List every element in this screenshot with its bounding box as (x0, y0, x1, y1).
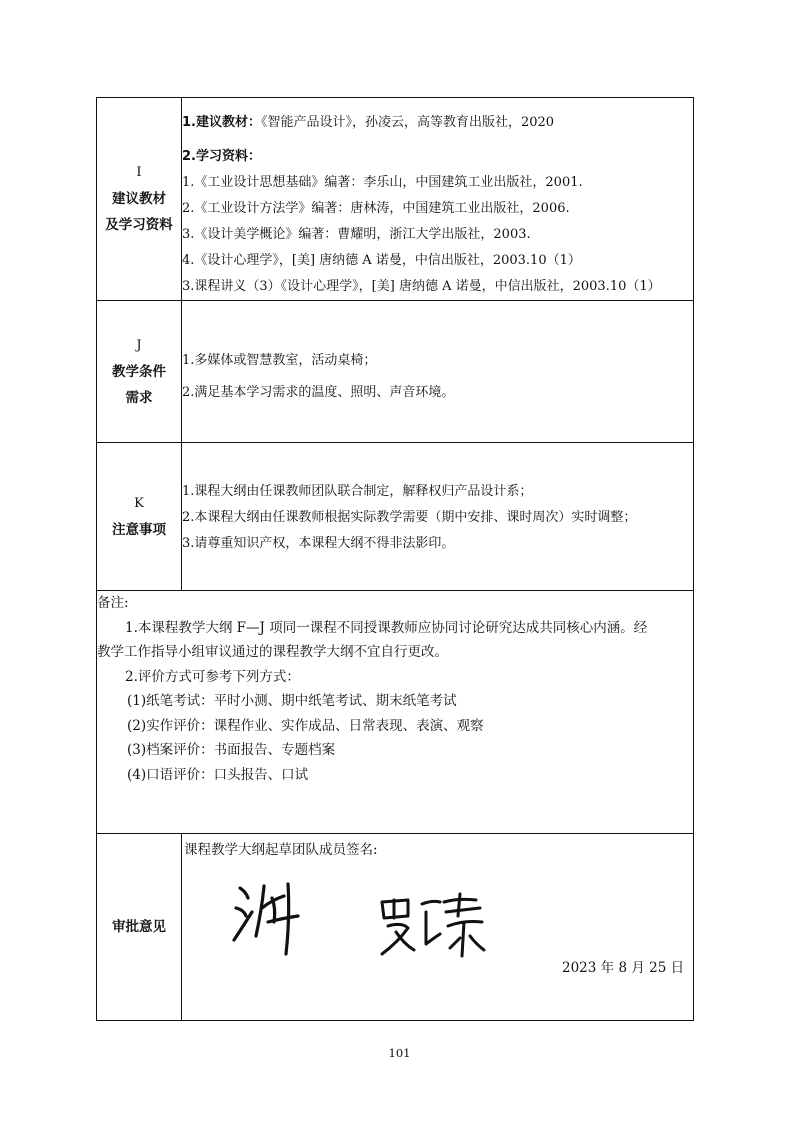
notes-title: 备注: (97, 595, 129, 611)
approval-date: 2023 年 8 月 25 日 (562, 960, 685, 976)
section-j-label-line1: 教学条件 (112, 363, 166, 380)
note2: 2.评价方式可参考下列方式： (125, 668, 300, 685)
approval-row (97, 834, 694, 1021)
page-number: 101 (388, 1046, 411, 1060)
section-k-label-line1: 注意事项 (112, 521, 166, 538)
section-i-label-line2: 及学习资料 (105, 217, 173, 233)
section-k-row (97, 443, 694, 591)
notes-cell (97, 591, 694, 834)
approval-label-text: 审批意见 (112, 919, 166, 935)
condition-item-1: 1.多媒体或智慧教室，活动桌椅； (182, 353, 377, 368)
section-i-code: I (136, 165, 142, 180)
method-2: (2)实作评价：课程作业、实作成品、日常表现、表演、观察 (127, 717, 484, 734)
textbook-text: 《智能产品设计》，孙凌云，高等教育出版社，2020 (260, 115, 555, 130)
notes-row (97, 591, 694, 834)
signature-2-icon (378, 892, 488, 962)
section-j-content (182, 301, 694, 443)
note1-line2: 教学工作指导小组审议通过的课程教学大纲不宜自行更改。 (97, 644, 448, 660)
material-item-4: 4.《设计心理学》，[美] 唐纳德 A 诺曼，中信出版社，2003.10（1） (182, 253, 581, 268)
notice-item-1: 1.课程大纲由任课教师团队联合制定，解释权归产品设计系； (182, 484, 533, 499)
section-j-row (97, 301, 694, 443)
method-4: (4)口语评价：口头报告、口试 (127, 766, 309, 783)
signature-1-icon (232, 878, 322, 958)
section-k-code: K (134, 495, 144, 511)
notice-item-2: 2.本课程大纲由任课教师根据实际教学需要（期中安排、课时周次）实时调整； (182, 510, 637, 525)
section-j-label (97, 301, 182, 443)
method-3: (3)档案评价：书面报告、专题档案 (127, 742, 336, 758)
syllabus-table (96, 97, 694, 1021)
materials-heading: 2.学习资料： (182, 149, 261, 164)
notice-item-3: 3.请尊重知识产权，本课程大纲不得非法影印。 (182, 536, 455, 551)
material-item-2: 2.《工业设计方法学》编著：唐林涛，中国建筑工业出版社，2006. (182, 201, 570, 216)
approval-label (97, 834, 182, 1021)
section-k-label (97, 443, 182, 591)
section-i-label-line1: 建议教材 (112, 191, 166, 207)
approval-content (182, 834, 694, 1021)
section-i-content (182, 98, 694, 301)
textbook-line (182, 110, 693, 136)
textbook-heading: 1.建议教材： (182, 115, 261, 130)
section-j-code: J (136, 337, 142, 353)
condition-item-2: 2.满足基本学习需求的温度、照明、声音环境。 (182, 385, 455, 400)
material-item-5: 3.课程讲义（3）《设计心理学》，[美] 唐纳德 A 诺曼，中信出版社，2003.10（1） (182, 279, 661, 294)
material-item-3: 3.《设计美学概论》编著：曹耀明，浙江大学出版社，2003. (182, 227, 531, 242)
method-1: (1)纸笔考试：平时小测、期中纸笔考试、期末纸笔考试 (127, 693, 457, 709)
material-item-1: 1.《工业设计思想基础》编著：李乐山，中国建筑工业出版社，2001. (182, 175, 583, 190)
signature-heading: 课程教学大纲起草团队成员签名: (184, 842, 378, 858)
section-k-content (182, 443, 694, 591)
note1-line1: 1.本课程教学大纲 F—J 项同一课程不同授课教师应协同讨论研究达成共同核心内涵。经 (125, 619, 648, 636)
section-i-row (97, 98, 694, 301)
section-j-label-line2: 需求 (125, 389, 153, 406)
signature-area (182, 860, 693, 1020)
section-i-label (97, 98, 182, 301)
